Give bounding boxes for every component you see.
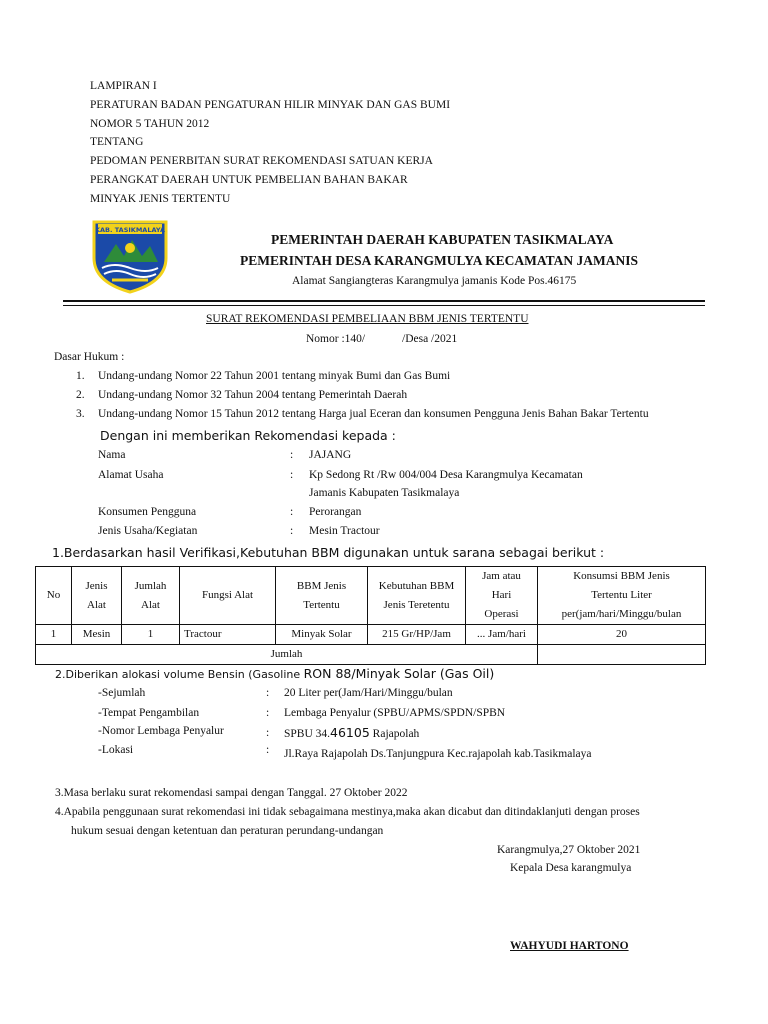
dasar-hukum-num: 3. [76, 408, 85, 420]
alamat-value: Kp Sedong Rt /Rw 004/004 Desa Karangmulya Kecamatan [309, 469, 583, 481]
th-konsumsi: Konsumsi BBM Jenis Tertentu Liter per(jam/hari/Minggu/bulan [538, 567, 706, 625]
lampiran-line: PERATURAN BADAN PENGATURAN HILIR MINYAK DAN GAS BUMI [90, 99, 451, 111]
dasar-hukum-label: Dasar Hukum : [54, 351, 125, 363]
nama-value: JAJANG [309, 449, 352, 461]
tempat-value: Lembaga Penyalur (SPBU/APMS/SPDN/SPBN [284, 707, 506, 719]
cell-no: 1 [36, 625, 72, 645]
th-jumlah-alat: Jumlah Alat [122, 567, 180, 625]
lokasi-label: -Lokasi [98, 744, 134, 756]
jenis-usaha-value: Mesin Tractour [309, 525, 380, 537]
apabila-line2: hukum sesuai dengan ketentuan dan peraturan perundang-undangan [71, 825, 384, 837]
letter-number-suffix: /Desa /2021 [402, 333, 458, 345]
apabila-line1: 4.Apabila penggunaan surat rekomendasi ini tidak sebagaimana mestinya,maka akan dicabut dan ditindaklanjuti dengan proses [55, 806, 640, 818]
cell-bbm: Minyak Solar [276, 625, 368, 645]
konsumen-label: Konsumen Pengguna [98, 506, 197, 518]
kabupaten-logo-icon [90, 218, 170, 294]
lokasi-value: Jl.Raya Rajapolah Ds.Tanjungpura Kec.rajapolah kab.Tasikmalaya [284, 748, 592, 760]
alamat-value-cont: Jamanis Kabupaten Tasikmalaya [309, 487, 460, 499]
header-address: Alamat Sangiangteras Karangmulya jamanis Kode Pos.46175 [292, 275, 577, 287]
dasar-hukum-item: Undang-undang Nomor 22 Tahun 2001 tentang minyak Bumi dan Gas Bumi [98, 370, 451, 382]
lampiran-line: MINYAK JENIS TERTENTU [90, 193, 231, 205]
colon: : [290, 469, 294, 481]
lampiran-line: PEDOMAN PENERBITAN SURAT REKOMENDASI SATUAN KERJA [90, 155, 433, 167]
th-bbm-jenis: BBM Jenis Tertentu [276, 567, 368, 625]
dasar-hukum-item: Undang-undang Nomor 15 Tahun 2012 tentang Harga jual Eceran dan konsumen Pengguna Jenis Bahan Bakar Tertentu [98, 408, 649, 420]
signature-title: Kepala Desa karangmulya [510, 862, 632, 874]
cell-konsumsi: 20 [538, 625, 706, 645]
header-line1: PEMERINTAH DAERAH KABUPATEN TASIKMALAYA [271, 232, 614, 247]
lampiran-line: TENTANG [90, 136, 144, 148]
letter-number: Nomor :140/ [306, 333, 366, 345]
cell-fungsi: Tractour [180, 625, 276, 645]
th-jenis-alat: Jenis Alat [72, 567, 122, 625]
alokasi-intro: 2.Diberikan alokasi volume Bensin (Gasoline RON 88/Minyak Solar (Gas Oil) [55, 666, 495, 681]
dasar-hukum-item: Undang-undang Nomor 32 Tahun 2004 tentang Pemerintah Daerah [98, 389, 408, 401]
cell-kebutuhan: 215 Gr/HP/Jam [368, 625, 466, 645]
th-kebutuhan: Kebutuhan BBM Jenis Teretentu [368, 567, 466, 625]
dasar-hukum-num: 2. [76, 389, 85, 401]
colon: : [266, 744, 270, 756]
alamat-label: Alamat Usaha [98, 469, 164, 481]
dasar-hukum-num: 1. [76, 370, 85, 382]
th-fungsi-alat: Fungsi Alat [180, 567, 276, 625]
colon: : [290, 506, 294, 518]
colon: : [266, 727, 270, 739]
bbm-table [35, 566, 706, 665]
cell-jumlah: 1 [122, 625, 180, 645]
nomor-lembaga-value: SPBU 34.46105 Rajapolah [284, 725, 420, 740]
cell-jam: ... Jam/hari [466, 625, 538, 645]
lampiran-line: PERANGKAT DAERAH UNTUK PEMBELIAN BAHAN BAKAR [90, 174, 408, 186]
colon: : [266, 707, 270, 719]
cell-jumlah-label: Jumlah [36, 645, 538, 665]
lampiran-line: NOMOR 5 TAHUN 2012 [90, 118, 210, 130]
letter-title: SURAT REKOMENDASI PEMBELIAAN BBM JENIS TERTENTU [206, 313, 529, 325]
masa-berlaku: 3.Masa berlaku surat rekomendasi sampai dengan Tanggal. 27 Oktober 2022 [55, 787, 408, 799]
colon: : [266, 687, 270, 699]
table-row [36, 625, 706, 645]
nama-label: Nama [98, 449, 126, 461]
rekomendasi-intro: Dengan ini memberikan Rekomendasi kepada : [100, 428, 396, 443]
table-total-row [36, 645, 706, 665]
lampiran-line: LAMPIRAN I [90, 80, 157, 92]
colon: : [290, 525, 294, 537]
header-divider-thin [63, 305, 705, 306]
tempat-label: -Tempat Pengambilan [98, 707, 200, 719]
nomor-lembaga-label: -Nomor Lembaga Penyalur [98, 725, 224, 737]
logo-text: KAB. TASIKMALAYA [94, 226, 166, 234]
sejumlah-label: -Sejumlah [98, 687, 146, 699]
sejumlah-value: 20 Liter per(Jam/Hari/Minggu/bulan [284, 687, 453, 699]
konsumen-value: Perorangan [309, 506, 362, 518]
cell-jumlah-total [538, 645, 706, 665]
cell-jenis: Mesin [72, 625, 122, 645]
th-jam-operasi: Jam atau Hari Operasi [466, 567, 538, 625]
th-no: No [36, 567, 72, 625]
verifikasi-text: 1.Berdasarkan hasil Verifikasi,Kebutuhan BBM digunakan untuk sarana sebagai berikut : [52, 545, 605, 560]
colon: : [290, 449, 294, 461]
header-divider [63, 300, 705, 302]
signature-name: WAHYUDI HARTONO [510, 940, 629, 952]
jenis-usaha-label: Jenis Usaha/Kegiatan [98, 525, 198, 537]
header-line2: PEMERINTAH DESA KARANGMULYA KECAMATAN JAMANIS [240, 253, 639, 268]
signature-place-date: Karangmulya,27 Oktober 2021 [497, 844, 641, 856]
